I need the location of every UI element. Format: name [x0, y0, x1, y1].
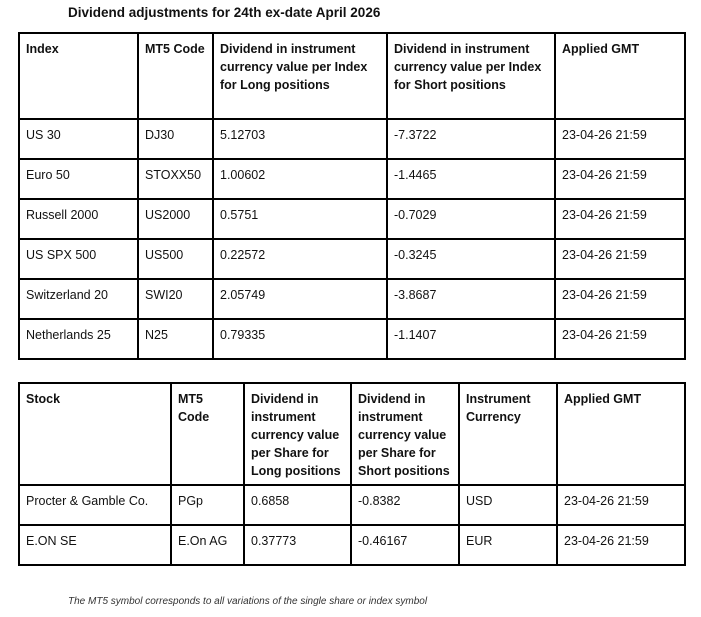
applied-gmt: 23-04-26 21:59	[555, 199, 685, 239]
long-dividend: 0.6858	[244, 485, 351, 525]
table-row	[19, 119, 685, 159]
header-applied-gmt: Applied GMT	[555, 33, 685, 119]
applied-gmt: 23-04-26 21:59	[555, 319, 685, 359]
table-row	[19, 319, 685, 359]
long-dividend: 0.79335	[213, 319, 387, 359]
short-dividend: -0.46167	[351, 525, 459, 565]
index-table-header-row	[19, 33, 685, 119]
short-dividend: -1.4465	[387, 159, 555, 199]
table-row	[19, 279, 685, 319]
header-instrument-currency: Instrument Currency	[459, 383, 557, 485]
long-dividend: 0.22572	[213, 239, 387, 279]
mt5-code: US2000	[138, 199, 213, 239]
long-dividend: 1.00602	[213, 159, 387, 199]
header-stock: Stock	[19, 383, 171, 485]
short-dividend: -0.7029	[387, 199, 555, 239]
header-short-dividend: Dividend in instrument currency value per Share for Short positions	[351, 383, 459, 485]
header-index: Index	[19, 33, 138, 119]
table-row	[19, 485, 685, 525]
table-row	[19, 239, 685, 279]
mt5-code: E.On AG	[171, 525, 244, 565]
page-title: Dividend adjustments for 24th ex-date April 2026	[68, 5, 381, 20]
header-long-dividend: Dividend in instrument currency value per Index for Long positions	[213, 33, 387, 119]
instrument-currency: EUR	[459, 525, 557, 565]
stock-dividend-table	[18, 382, 686, 566]
index-dividend-table	[18, 32, 686, 360]
table-row	[19, 525, 685, 565]
short-dividend: -3.8687	[387, 279, 555, 319]
mt5-code: N25	[138, 319, 213, 359]
long-dividend: 2.05749	[213, 279, 387, 319]
index-name: Euro 50	[19, 159, 138, 199]
long-dividend: 0.5751	[213, 199, 387, 239]
index-name: Netherlands 25	[19, 319, 138, 359]
index-name: US 30	[19, 119, 138, 159]
header-long-dividend: Dividend in instrument currency value per Share for Long positions	[244, 383, 351, 485]
mt5-code: STOXX50	[138, 159, 213, 199]
mt5-code: US500	[138, 239, 213, 279]
footnote: The MT5 symbol corresponds to all variations of the single share or index symbol	[68, 596, 428, 607]
header-mt5-code: MT5 Code	[171, 383, 244, 485]
table-row	[19, 199, 685, 239]
mt5-code: SWI20	[138, 279, 213, 319]
applied-gmt: 23-04-26 21:59	[557, 525, 685, 565]
short-dividend: -1.1407	[387, 319, 555, 359]
long-dividend: 0.37773	[244, 525, 351, 565]
table-row	[19, 159, 685, 199]
header-short-dividend: Dividend in instrument currency value per Index for Short positions	[387, 33, 555, 119]
header-applied-gmt: Applied GMT	[557, 383, 685, 485]
index-name: US SPX 500	[19, 239, 138, 279]
index-name: Switzerland 20	[19, 279, 138, 319]
applied-gmt: 23-04-26 21:59	[555, 239, 685, 279]
stock-name: E.ON SE	[19, 525, 171, 565]
applied-gmt: 23-04-26 21:59	[555, 119, 685, 159]
applied-gmt: 23-04-26 21:59	[555, 159, 685, 199]
short-dividend: -7.3722	[387, 119, 555, 159]
applied-gmt: 23-04-26 21:59	[557, 485, 685, 525]
applied-gmt: 23-04-26 21:59	[555, 279, 685, 319]
index-name: Russell 2000	[19, 199, 138, 239]
long-dividend: 5.12703	[213, 119, 387, 159]
short-dividend: -0.8382	[351, 485, 459, 525]
mt5-code: DJ30	[138, 119, 213, 159]
stock-name: Procter & Gamble Co.	[19, 485, 171, 525]
header-mt5-code: MT5 Code	[138, 33, 213, 119]
mt5-code: PGp	[171, 485, 244, 525]
instrument-currency: USD	[459, 485, 557, 525]
short-dividend: -0.3245	[387, 239, 555, 279]
stock-table-header-row	[19, 383, 685, 485]
